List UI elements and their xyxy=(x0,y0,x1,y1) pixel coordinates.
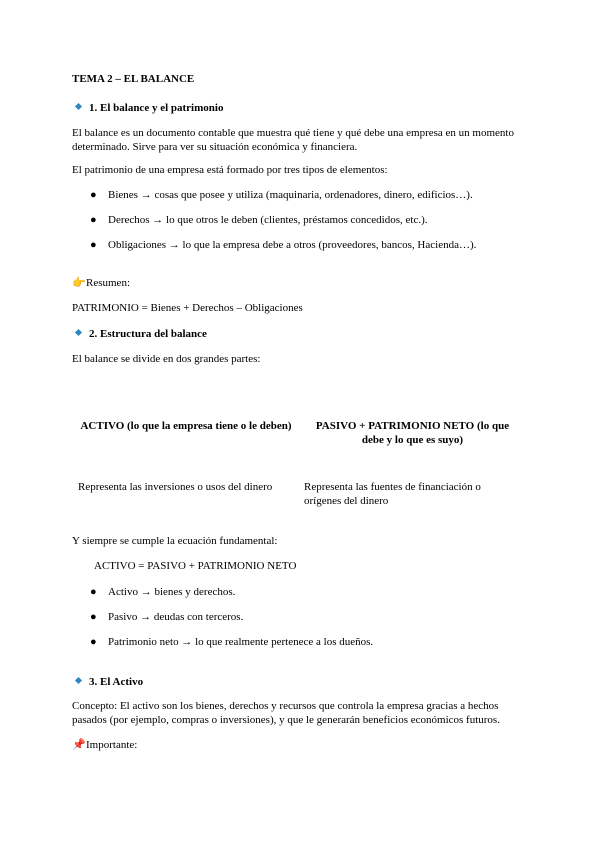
list-item: ● Activo → bienes y derechos. xyxy=(90,586,236,598)
table-header-pasivo: PASIVO + PATRIMONIO NETO (lo que debe y lo que es suyo) xyxy=(315,420,510,446)
section-1-heading: 1. El balance y el patrimonio xyxy=(76,101,223,115)
section-2-heading: 2. Estructura del balance xyxy=(76,327,207,341)
bullet-dot-icon: ● xyxy=(90,611,97,623)
section-2-intro: El balance se divide en dos grandes partes: xyxy=(72,353,261,365)
diamond-bullet-icon xyxy=(75,677,82,684)
diamond-bullet-icon xyxy=(75,103,82,110)
list-item: ● Bienes → cosas que posee y utiliza (maquinaria, ordenadores, dinero, edificios…). xyxy=(90,189,473,201)
list-item: ● Patrimonio neto → lo que realmente pertenece a los dueños. xyxy=(90,636,374,648)
list-item: ● Obligaciones → lo que la empresa debe a otros (proveedores, bancos, Hacienda…). xyxy=(90,239,477,251)
bullet-dot-icon: ● xyxy=(90,239,97,251)
table-cell-activo-desc: Representa las inversiones o usos del dinero xyxy=(78,481,273,493)
important-label-line: 📌Importante: xyxy=(72,739,138,751)
fundamental-equation: ACTIVO = PASIVO + PATRIMONIO NETO xyxy=(94,560,297,572)
summary-label-line: 👉Resumen: xyxy=(72,277,130,289)
section-1-paragraph-2: El patrimonio de una empresa está formado por tres tipos de elementos: xyxy=(72,164,388,176)
list-item: ● Derechos → lo que otros le deben (clientes, préstamos concedidos, etc.). xyxy=(90,214,428,226)
section-1-paragraph-1: El balance es un documento contable que muestra qué tiene y qué debe una empresa en un momento determinado. Sirve para ver su situación económica y financiera. xyxy=(72,127,514,153)
pushpin-icon: 📌 xyxy=(72,739,86,751)
section-3-heading: 3. El Activo xyxy=(76,675,143,689)
pointing-hand-icon: 👉 xyxy=(72,277,86,289)
page-title: TEMA 2 – EL BALANCE xyxy=(72,73,195,85)
table-cell-pasivo-desc: Representa las fuentes de financiación o orígenes del dinero xyxy=(304,481,481,507)
bullet-dot-icon: ● xyxy=(90,214,97,226)
bullet-dot-icon: ● xyxy=(90,636,97,648)
diamond-bullet-icon xyxy=(75,329,82,336)
equation-intro: Y siempre se cumple la ecuación fundamental: xyxy=(72,535,278,547)
list-item: ● Pasivo → deudas con terceros. xyxy=(90,611,244,623)
section-3-concept: Concepto: El activo son los bienes, derechos y recursos que controla la empresa gracias a hechos pasados (por ejemplo, compras o inversiones), y que le generarán beneficios económicos futuros. xyxy=(72,700,500,726)
bullet-dot-icon: ● xyxy=(90,586,97,598)
summary-formula: PATRIMONIO = Bienes + Derechos – Obligaciones xyxy=(72,302,303,314)
table-header-activo: ACTIVO (lo que la empresa tiene o le deben) xyxy=(80,420,292,432)
bullet-dot-icon: ● xyxy=(90,189,97,201)
